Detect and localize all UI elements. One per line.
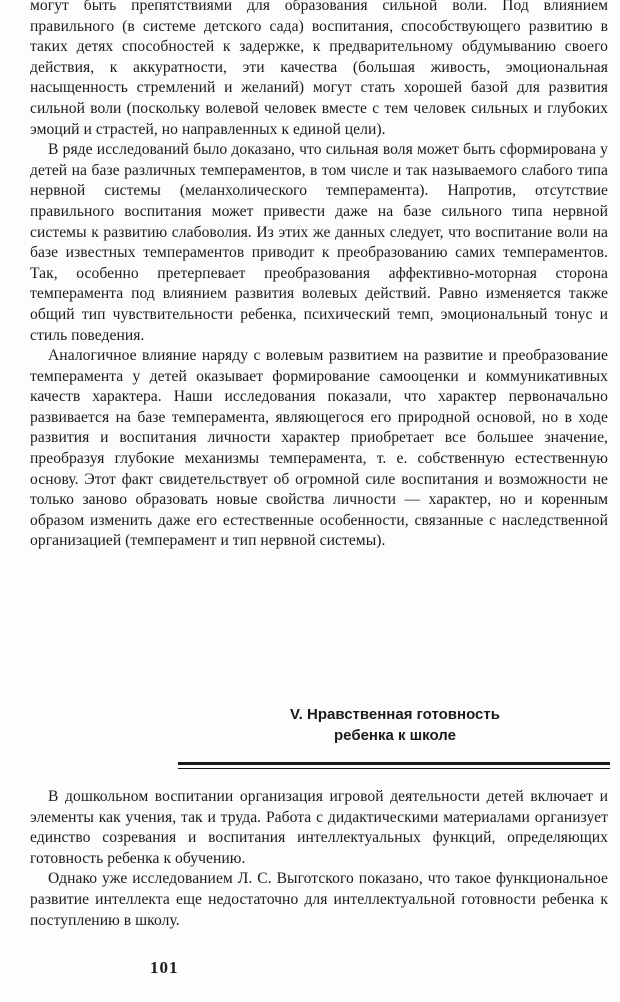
section-heading <box>225 704 565 746</box>
paragraph-continuation: могут быть препятствиями для образования сильной воли. Под влиянием правильного (в системе детского сада) воспитания, способствующего развитию в таких детях способностей к задержке, к предварительному обдумыванию своего действия, к аккуратности, эти качества (большая живость, эмоциональная насыщенность стремлений и желаний) могут стать хорошей базой для развития сильной воли (поскольку волевой человек вместе с тем человек сильных и глубоких эмоций и страстей, но направленных к единой цели). <box>30 0 608 138</box>
text-section-temperament <box>30 0 608 552</box>
paragraph-preschool-education: В дошкольном воспитании организация игровой деятельности детей включает и элементы как учения, так и труда. Работа с дидактическими материалами организует единство созревания и воспитания интеллектуальных функций, определяющих готовность ребенка к обучению. <box>30 788 608 867</box>
section-heading-line-1: V. Нравственная готовность <box>290 706 500 723</box>
paragraph-character: Аналогичное влияние наряду с волевым развитием на развитие и преобразование темперамента у детей оказывает формирование самооценки и коммуникативных качеств характера. Наши исследования показали, что характер первоначально развивается на базе темперамента, являющегося его природной основой, но в ходе развития и воспитания личности характер приобретает все большее значение, преобразуя глубокие механизмы темперамента, т. е. собственную естественную основу. Этот факт свидетельствует об огромной силе воспитания и возможности не только заново образовать новые свойства личности — характер, но и коренным образом изменить даже его естественные особенности, связанные с наследственной организацией (темперамент и тип нервной системы). <box>30 347 608 550</box>
text-section-moral-readiness <box>30 787 608 931</box>
heading-rule-thick <box>178 762 610 765</box>
paragraph-vygotsky: Однако уже исследованием Л. С. Выготского показано, что такое функциональное развитие интеллекта еще недостаточно для интеллектуальной готовности ребенка к поступлению в школу. <box>30 870 608 929</box>
section-heading-line-2: ребенка к школе <box>334 727 456 744</box>
page-number: 101 <box>150 958 179 977</box>
paragraph-strong-will: В ряде исследований было доказано, что сильная воля может быть сформирована у детей на базе различных темпераментов, в том числе и так называемого слабого типа нервной системы (меланхолического темперамента). Напротив, отсутствие правильного воспитания может привести даже на базе сильного типа нервной системы к развитию слабоволия. Из этих же данных следует, что воспитание воли на базе известных темпераментов приводит к преобразованию самих темпераментов. Так, особенно претерпевает преобразования аффективно-моторная сторона темперамента под влиянием развития волевых действий. Равно изменяется также общий тип чувствительности ребенка, психический темп, эмоциональный тонус и стиль поведения. <box>30 141 608 344</box>
heading-rule-thin <box>178 768 610 769</box>
